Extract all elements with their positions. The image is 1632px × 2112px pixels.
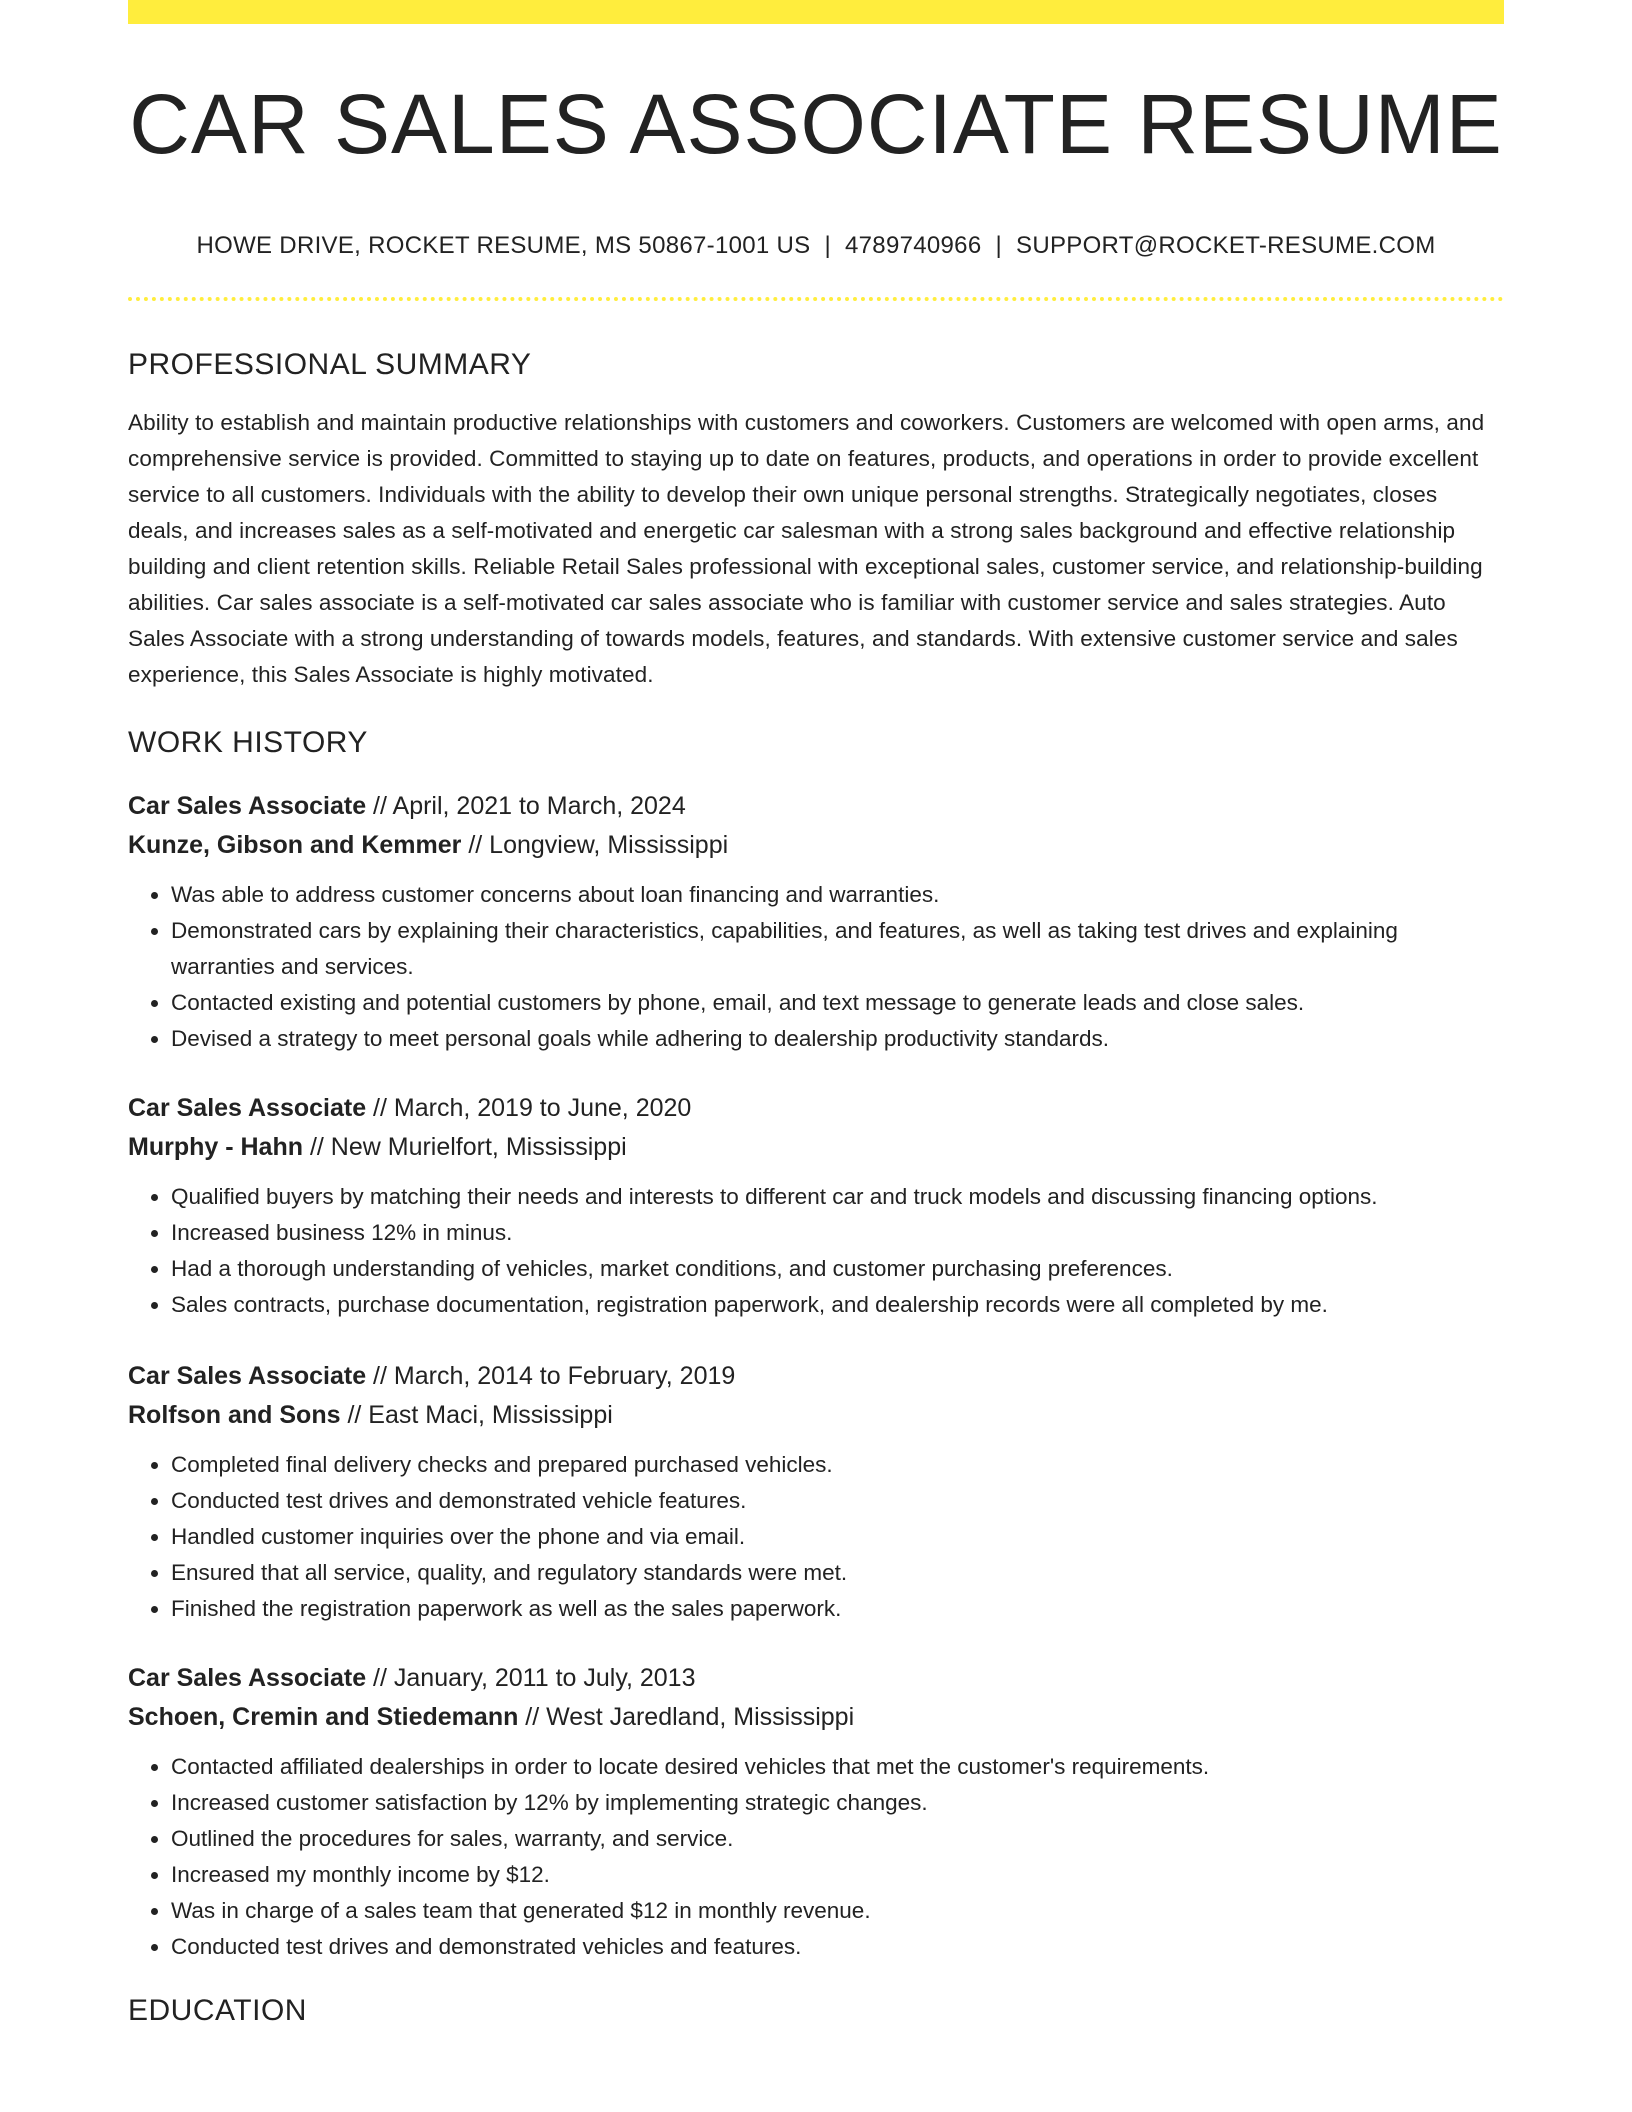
job-bullet: • Increased my monthly income by $12. xyxy=(171,1857,1504,1893)
job-company-line xyxy=(128,826,1504,865)
job-company-line xyxy=(128,1396,1504,1435)
job-entry xyxy=(128,1089,1504,1323)
contact-phone: 4789740966 xyxy=(845,232,982,259)
job-bullet: • Increased customer satisfaction by 12% by implementing strategic changes. xyxy=(171,1785,1504,1821)
job-dates: // January, 2011 to July, 2013 xyxy=(366,1664,696,1692)
job-company: Schoen, Cremin and Stiedemann xyxy=(128,1703,519,1731)
job-bullet-list xyxy=(128,877,1504,1057)
job-bullet: • Outlined the procedures for sales, warranty, and service. xyxy=(171,1821,1504,1857)
job-entry xyxy=(128,1357,1504,1627)
job-company-line xyxy=(128,1128,1504,1167)
job-bullet: • Devised a strategy to meet personal goals while adhering to dealership productivity standards. xyxy=(171,1021,1504,1057)
work-history-heading: WORK HISTORY xyxy=(128,726,368,759)
contact-line xyxy=(128,232,1504,260)
contact-email: SUPPORT@ROCKET-RESUME.COM xyxy=(1016,232,1436,259)
dotted-divider xyxy=(128,297,1504,301)
resume-page xyxy=(128,0,1504,2029)
job-company: Murphy - Hahn xyxy=(128,1133,303,1161)
job-title: Car Sales Associate xyxy=(128,792,367,820)
job-bullet: • Had a thorough understanding of vehicles, market conditions, and customer purchasing preferences. xyxy=(171,1251,1504,1287)
job-bullet: • Contacted existing and potential customers by phone, email, and text message to generate leads and close sales. xyxy=(171,985,1504,1021)
job-bullet: • Was in charge of a sales team that generated $12 in monthly revenue. xyxy=(171,1893,1504,1929)
job-bullet: • Sales contracts, purchase documentation, registration paperwork, and dealership records were all completed by me. xyxy=(171,1287,1504,1323)
job-bullet: • Handled customer inquiries over the phone and via email. xyxy=(171,1519,1504,1555)
summary-heading: PROFESSIONAL SUMMARY xyxy=(128,348,532,381)
contact-address: HOWE DRIVE, ROCKET RESUME, MS 50867-1001 US xyxy=(196,232,811,259)
job-title-line xyxy=(128,1089,1504,1128)
job-entry xyxy=(128,1659,1504,1965)
job-company: Rolfson and Sons xyxy=(128,1401,341,1429)
contact-separator: | xyxy=(995,232,1003,259)
job-company: Kunze, Gibson and Kemmer xyxy=(128,831,462,859)
job-title: Car Sales Associate xyxy=(128,1362,367,1390)
job-title-line xyxy=(128,787,1504,826)
job-title: Car Sales Associate xyxy=(128,1664,367,1692)
education-heading: EDUCATION xyxy=(128,1994,307,2027)
resume-title: CAR SALES ASSOCIATE RESUME xyxy=(129,77,1503,171)
job-title: Car Sales Associate xyxy=(128,1094,367,1122)
job-location: // West Jaredland, Mississippi xyxy=(518,1703,855,1731)
job-bullet: • Finished the registration paperwork as well as the sales paperwork. xyxy=(171,1591,1504,1627)
job-location: // East Maci, Mississippi xyxy=(340,1401,613,1429)
contact-separator: | xyxy=(824,232,831,259)
job-bullet-list xyxy=(128,1749,1504,1965)
job-bullet: • Was able to address customer concerns about loan financing and warranties. xyxy=(171,877,1504,913)
job-entry xyxy=(128,787,1504,1057)
job-bullet: • Ensured that all service, quality, and regulatory standards were met. xyxy=(171,1555,1504,1591)
job-title-line xyxy=(128,1357,1504,1396)
job-bullet: • Conducted test drives and demonstrated vehicles and features. xyxy=(171,1929,1504,1965)
job-bullet: • Increased business 12% in minus. xyxy=(171,1215,1504,1251)
summary-text: Ability to establish and maintain productive relationships with customers and coworkers. Customers are welcomed with open arms, and comprehensive service is provided. Committed to staying up to date on features, products, and operations in order to provide excellent service to all customers. Individuals with the ability to develop their own unique personal strengths. Strategically negotiates, closes deals, and increases sales as a self-motivated and energetic car salesman with a strong sales background and effective relationship building and client retention skills. Reliable Retail Sales professional with exceptional sales, customer service, and relationship-building abilities. Car sales associate is a self-motivated car sales associate who is familiar with customer service and sales strategies. Auto Sales Associate with a strong understanding of towards models, features, and standards. With extensive customer service and sales experience, this Sales Associate is highly motivated. xyxy=(128,410,1485,687)
job-dates: // March, 2019 to June, 2020 xyxy=(366,1094,692,1122)
job-dates: // April, 2021 to March, 2024 xyxy=(366,792,686,820)
job-location: // Longview, Mississippi xyxy=(461,831,729,859)
job-title-line xyxy=(128,1659,1504,1698)
job-bullet-list xyxy=(128,1179,1504,1323)
job-bullet: • Qualified buyers by matching their needs and interests to different car and truck models and discussing financing options. xyxy=(171,1179,1504,1215)
job-bullet: • Completed final delivery checks and prepared purchased vehicles. xyxy=(171,1447,1504,1483)
job-bullet: • Contacted affiliated dealerships in order to locate desired vehicles that met the customer's requirements. xyxy=(171,1749,1504,1785)
job-bullet-list xyxy=(128,1447,1504,1627)
accent-top-bar xyxy=(128,0,1504,24)
job-bullet: • Demonstrated cars by explaining their characteristics, capabilities, and features, as well as taking test drives and explaining warranties and services. xyxy=(171,913,1504,985)
job-location: // New Murielfort, Mississippi xyxy=(303,1133,627,1161)
job-dates: // March, 2014 to February, 2019 xyxy=(366,1362,736,1390)
job-bullet: • Conducted test drives and demonstrated vehicle features. xyxy=(171,1483,1504,1519)
job-company-line xyxy=(128,1698,1504,1737)
